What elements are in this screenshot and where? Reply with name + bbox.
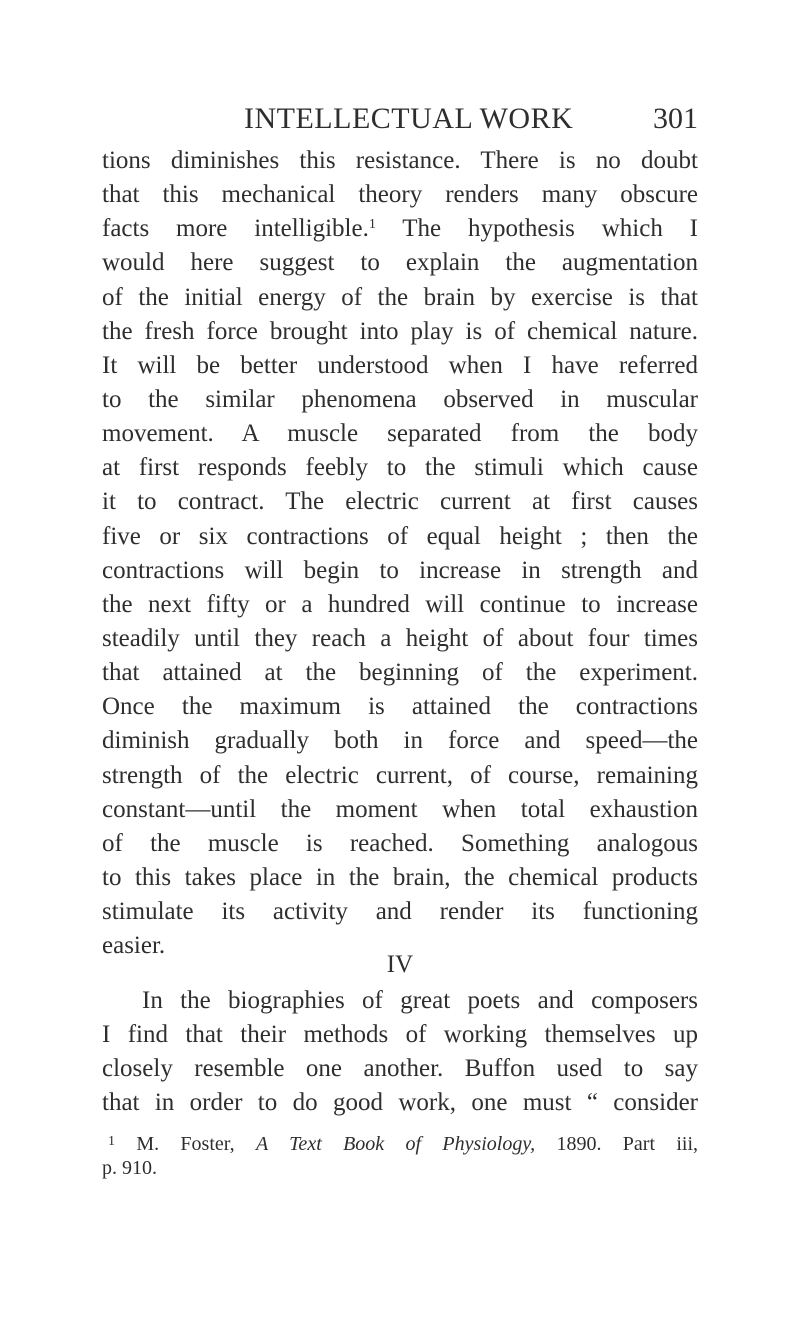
text-line: closely resemble one another. Buffon used to say (102, 1055, 698, 1083)
text-line: easier. (102, 932, 166, 960)
section-heading: IV (386, 951, 414, 978)
text-line: that attained at the beginning of the experiment. (102, 659, 698, 687)
page-header (0, 96, 800, 142)
text-line: I find that their methods of working themselves up (102, 1021, 698, 1049)
text-line: stimulate its activity and render its functioning (102, 898, 698, 926)
paragraph-1 (102, 144, 698, 963)
text-line: diminish gradually both in force and speed—the (102, 727, 698, 755)
paragraph-2 (102, 984, 698, 1121)
footnote (102, 1130, 698, 1180)
text-line: it to contract. The electric current at first causes (102, 488, 698, 516)
footnote-line (102, 1130, 698, 1156)
text-line: would here suggest to explain the augmentation (102, 249, 698, 277)
text-line: contractions will begin to increase in strength and (102, 556, 698, 584)
text-segment: facts more intelligible. (102, 215, 369, 243)
footnote-part: Part iii, (622, 1133, 699, 1155)
text-line: steadily until they reach a height of about four times (102, 624, 698, 652)
text-line: five or six contractions of equal height ; then the (102, 522, 698, 550)
footnote-page: p. 910. (102, 1157, 157, 1179)
text-line: to this takes place in the brain, the chemical products (102, 863, 698, 891)
footnote-mark: 1 (108, 1134, 115, 1149)
text-line: In the biographies of great poets and composers (142, 987, 698, 1014)
footnote-year: 1890. (556, 1133, 602, 1155)
footnote-author: M. Foster, (136, 1133, 235, 1155)
text-line: that in order to do good work, one must “ consider (102, 1089, 698, 1117)
text-line: constant—until the moment when total exhaustion (102, 795, 698, 823)
text-line: to the similar phenomena observed in muscular (102, 385, 698, 413)
text-line: of the muscle is reached. Something analogous (102, 829, 698, 857)
text-line: that this mechanical theory renders many obscure (102, 181, 698, 209)
text-line: the next fifty or a hundred will continue to increase (102, 590, 698, 618)
text-line: tions diminishes this resistance. There is no doubt (102, 147, 698, 174)
text-line: movement. A muscle separated from the body (102, 420, 698, 448)
text-line: Once the maximum is attained the contractions (102, 693, 698, 721)
text-line-with-footnote-ref (102, 212, 698, 246)
footnote-reference[interactable]: 1 (368, 217, 376, 233)
text-line: It will be better understood when I have referred (102, 351, 698, 379)
text-segment: The hypothesis which I (402, 215, 699, 243)
footnote-title: A Text Book of Physiology, (255, 1133, 536, 1155)
text-line: the fresh force brought into play is of chemical nature. (102, 317, 698, 345)
text-line: of the initial energy of the brain by exercise is that (102, 283, 698, 311)
running-head: INTELLECTUAL WORK (244, 102, 574, 135)
page-number: 301 (653, 102, 698, 135)
text-line: at first responds feebly to the stimuli which cause (102, 454, 698, 482)
text-line: strength of the electric current, of course, remaining (102, 761, 698, 789)
